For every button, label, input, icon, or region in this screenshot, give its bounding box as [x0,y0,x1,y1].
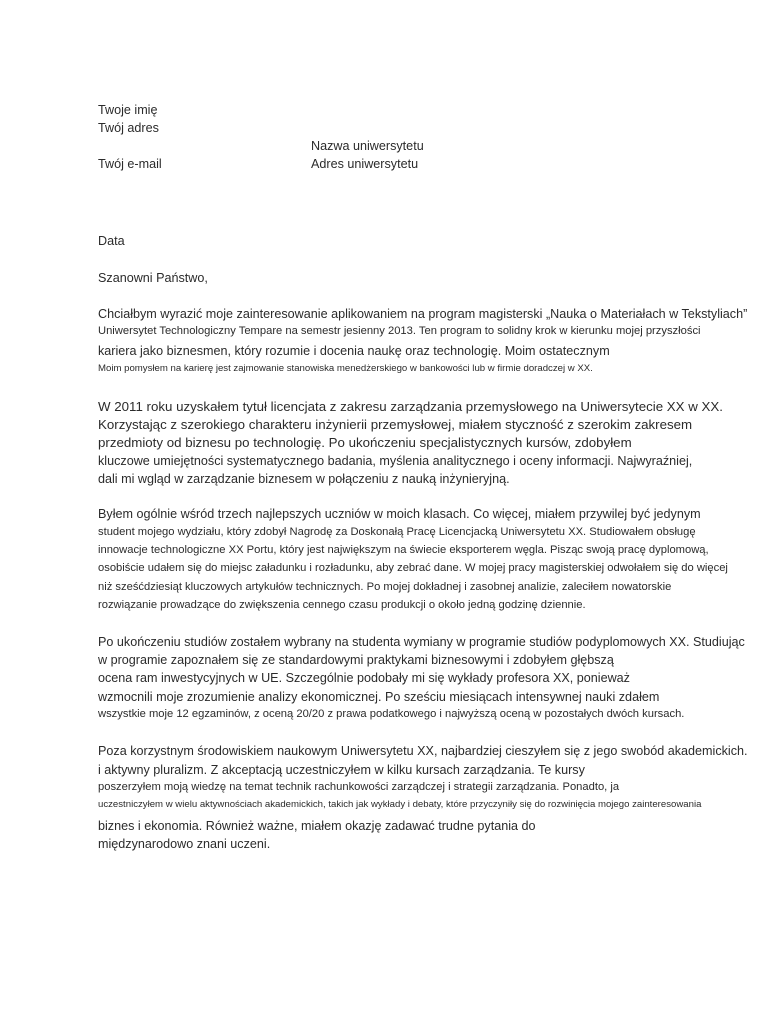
paragraph-1-line-2: Uniwersytet Technologiczny Tempare na semestr jesienny 2013. Ten program to solidny krok w kierunku mojej przyszłości [98,325,701,337]
paragraph-4-line-5: wszystkie moje 12 egzaminów, z oceną 20/20 z prawa podatkowego i najwyższą oceną w pozostałych dwóch kursach. [98,708,685,720]
paragraph-1-line-1: Chciałbym wyrazić moje zainteresowanie aplikowaniem na program magisterski „Nauka o Materiałach w Tekstyliach” [98,307,748,321]
university-name: Nazwa uniwersytetu [311,139,424,153]
sender-email: Twój e-mail [98,157,162,171]
paragraph-4-line-3: ocena ram inwestycyjnych w UE. Szczególnie podobały mi się wykłady profesora XX, ponieważ [98,671,630,685]
paragraph-3-line-5: niż sześćdziesiąt kluczowych artykułów technicznych. Po mojej dokładnej i zasobnej analizie, zaleciłem nowatorskie [98,581,672,593]
paragraph-2-line-1: W 2011 roku uzyskałem tytuł licencjata z zakresu zarządzania przemysłowego na Uniwersytecie XX w XX. [98,399,723,414]
paragraph-3-line-6: rozwiązanie prowadzące do zwiększenia cennego czasu produkcji o około jedną godzinę dziennie. [98,599,586,611]
paragraph-3-line-3: innowacje technologiczne XX Portu, który jest największym na świecie eksporterem węgla. Pisząc swoją pracę dyplomową, [98,544,709,556]
salutation: Szanowni Państwo, [98,271,208,285]
paragraph-5-line-5: biznes i ekonomia. Również ważne, miałem okazję zadawać trudne pytania do [98,819,536,833]
letter-date: Data [98,234,125,248]
paragraph-5-line-1: Poza korzystnym środowiskiem naukowym Uniwersytetu XX, najbardziej cieszyłem się z jego swobód akademickich. [98,744,748,758]
paragraph-1-line-3: kariera jako biznesmen, który rozumie i docenia naukę oraz technologię. Moim ostatecznym [98,344,610,358]
paragraph-2-line-3: przedmioty od biznesu po technologię. Po ukończeniu specjalistycznych kursów, zdobyłem [98,435,632,450]
paragraph-2-line-4: kluczowe umiejętności systematycznego badania, myślenia analitycznego i oceny informacji. Najwyraźniej, [98,454,693,468]
paragraph-4-line-4: wzmocnili moje zrozumienie analizy ekonomicznej. Po sześciu miesiącach intensywnej nauki zdałem [98,690,660,704]
paragraph-3-line-2: student mojego wydziału, który zdobył Nagrodę za Doskonałą Pracę Licencjacką Uniwersytetu XX. Studiowałem obsługę [98,526,696,538]
paragraph-2-line-2: Korzystając z szerokiego charakteru inżynierii przemysłowej, miałem styczność z szerokim zakresem [98,417,693,432]
paragraph-3-line-4: osobiście udałem się do miejsc załadunku i rozładunku, aby zebrać dane. W mojej pracy magisterskiej odwołałem się do więcej [98,562,728,574]
paragraph-5-line-2: i aktywny pluralizm. Z akceptacją uczestniczyłem w kilku kursach zarządzania. Te kursy [98,763,585,777]
paragraph-4-line-2: w programie zapoznałem się ze standardowymi praktykami biznesowymi i zdobyłem głębszą [98,653,614,667]
paragraph-2-line-5: dali mi wgląd w zarządzanie biznesem w połączeniu z nauką inżynieryjną. [98,472,510,486]
sender-name: Twoje imię [98,103,158,117]
sender-address: Twój adres [98,121,159,135]
paragraph-5-line-3: poszerzyłem moją wiedzę na temat technik rachunkowości zarządczej i strategii zarządzania. Ponadto, ja [98,781,620,793]
paragraph-5-line-6: międzynarodowo znani uczeni. [98,837,271,851]
university-address: Adres uniwersytetu [311,157,419,171]
paragraph-5-line-4: uczestniczyłem w wielu aktywnościach akademickich, takich jak wykłady i debaty, które przyczyniły się do rozwinięcia mojego zainteresowania [98,799,702,810]
paragraph-3-line-1: Byłem ogólnie wśród trzech najlepszych uczniów w moich klasach. Co więcej, miałem przywilej być jedynym [98,507,701,521]
paragraph-4-line-1: Po ukończeniu studiów zostałem wybrany na studenta wymiany w programie studiów podyplomowych XX. Studiując [98,635,745,649]
paragraph-1-line-4: Moim pomysłem na karierę jest zajmowanie stanowiska menedżerskiego w bankowości lub w firmie doradczej w XX. [98,363,593,374]
